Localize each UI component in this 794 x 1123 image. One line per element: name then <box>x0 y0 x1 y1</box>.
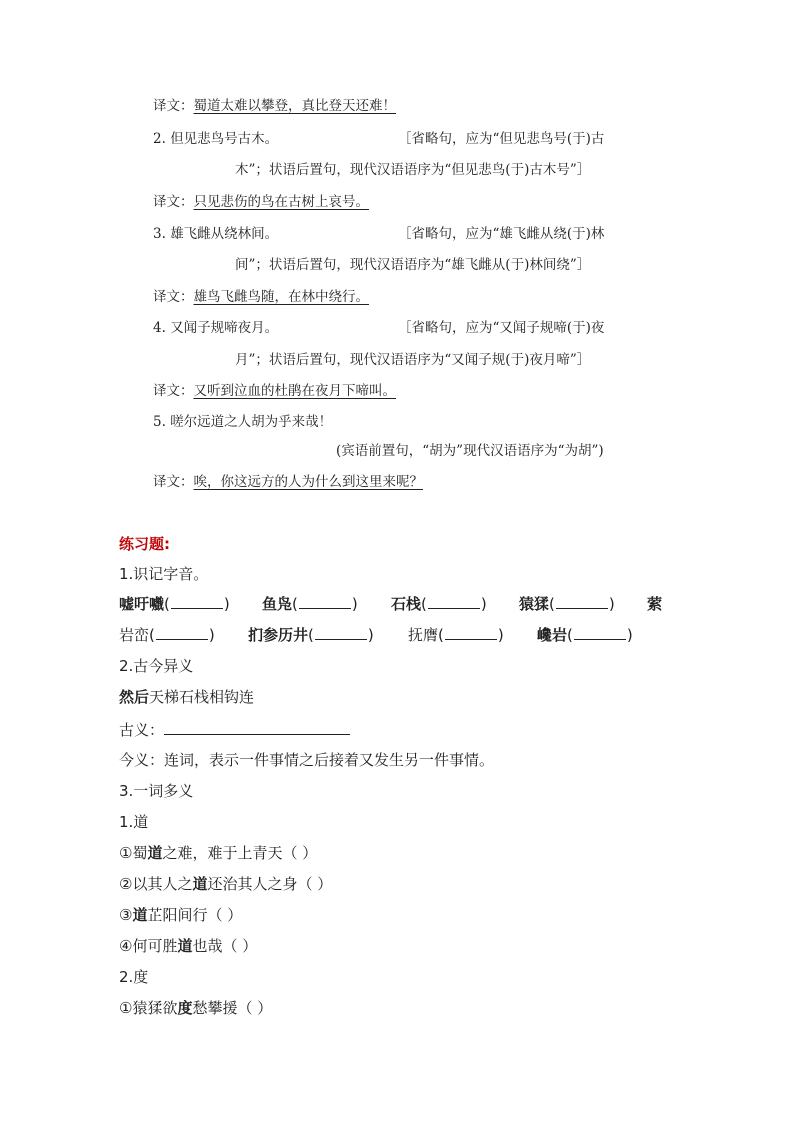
item-3-note-line1: ［省略句，应为“雄飞雌从绕(于)林 <box>398 226 605 242</box>
answer-blank[interactable] <box>315 625 367 640</box>
item-4-number: 4. <box>153 320 166 336</box>
answer-blank[interactable] <box>299 594 351 609</box>
word-2-title: 2.度 <box>119 968 149 986</box>
vocab-item <box>119 625 215 645</box>
paren: ) <box>208 626 215 644</box>
item-text: ④何可胜 <box>119 937 178 955</box>
ancient-meaning-label: 古义： <box>119 721 165 739</box>
item-text: ②以其人之 <box>119 875 193 893</box>
translation-row-5 <box>153 472 423 492</box>
keyword: 度 <box>177 999 193 1017</box>
translation-row-1 <box>153 96 396 116</box>
vocab-word: 鱼凫 <box>262 595 293 613</box>
vocab-word: 萦 <box>647 595 663 613</box>
translation-text-2: 只见悲伤的鸟在古树上哀号。 <box>193 194 369 210</box>
answer-blank[interactable] <box>171 594 223 609</box>
answer-blank[interactable] <box>556 594 608 609</box>
word-2-item <box>119 998 272 1018</box>
vocab-word: 石栈 <box>391 595 422 613</box>
item-5-sentence <box>153 412 332 432</box>
keyword: 道 <box>132 906 148 924</box>
keyword: 然后 <box>119 688 150 706</box>
answer-blank[interactable] <box>156 625 208 640</box>
ancient-meaning-row <box>119 719 350 740</box>
vocab-item <box>519 594 615 614</box>
paren: ( <box>567 626 573 644</box>
answer-blank[interactable] <box>574 625 626 640</box>
vocab-item <box>119 594 230 614</box>
translation-text-5: 唉，你这远方的人为什么到这里来呢？ <box>193 474 423 490</box>
item-text: 也哉（ ） <box>192 937 258 955</box>
item-2-note-line1: ［省略句，应为“但见悲鸟号(于)古 <box>398 131 605 147</box>
item-text: 之难，难于上青天（ ） <box>162 844 318 862</box>
paren: ( <box>292 595 298 613</box>
section-1-title: 1.识记字音。 <box>119 565 209 583</box>
item-2-sentence <box>153 129 278 149</box>
translation-row-4 <box>153 381 396 401</box>
translation-label: 译文： <box>153 194 194 210</box>
vocab-word: 抚膺 <box>408 626 439 644</box>
paren: ) <box>367 626 374 644</box>
item-4-note-line2: 月”；状语后置句，现代汉语语序为“又闻子规(于)夜月啼”］ <box>235 352 591 368</box>
section-2-sentence <box>119 687 254 707</box>
keyword: 道 <box>177 937 193 955</box>
translation-row-2 <box>153 192 369 212</box>
paren: ( <box>549 595 555 613</box>
item-text: ③ <box>119 906 133 924</box>
paren: ) <box>626 626 633 644</box>
item-4-text: 又闻子规啼夜月。 <box>170 320 279 336</box>
vocab-word: 巉岩 <box>537 626 568 644</box>
item-text: ①蜀 <box>119 844 148 862</box>
item-text: 芷阳间行（ ） <box>147 906 243 924</box>
item-3-note-line2: 间”；状语后置句，现代汉语语序为“雄飞雌从(于)林间绕”］ <box>235 257 591 273</box>
keyword: 道 <box>147 844 163 862</box>
item-text: 还治其人之身（ ） <box>207 875 333 893</box>
item-4-note-line1: ［省略句，应为“又闻子规啼(于)夜 <box>398 320 605 336</box>
translation-text-4: 又听到泣血的杜鹃在夜月下啼叫。 <box>193 383 396 399</box>
item-5-text: 嗟尔远道之人胡为乎来哉！ <box>170 414 333 430</box>
answer-blank[interactable] <box>445 625 497 640</box>
paren: ( <box>164 595 170 613</box>
paren: ( <box>149 626 155 644</box>
item-text: 愁攀援（ ） <box>192 999 273 1017</box>
paren: ) <box>223 595 230 613</box>
word-1-item <box>119 843 317 863</box>
paren: ) <box>608 595 615 613</box>
vocab-word: 岩峦 <box>119 626 150 644</box>
item-2-note-line2: 木”；状语后置句，现代汉语语序为“但见悲鸟(于)古木号”］ <box>235 162 591 178</box>
item-5-number: 5. <box>153 414 166 430</box>
vocab-item <box>248 625 374 645</box>
keyword: 道 <box>192 875 208 893</box>
translation-label: 译文： <box>153 474 194 490</box>
word-1-title: 1.道 <box>119 813 149 831</box>
item-text: ①猿猱欲 <box>119 999 178 1017</box>
item-3-sentence <box>153 224 278 244</box>
item-2-number: 2. <box>153 131 166 147</box>
exercise-title: 练习题: <box>119 535 170 553</box>
word-1-item <box>119 874 332 894</box>
vocab-item <box>391 594 487 614</box>
paren: ) <box>480 595 487 613</box>
item-3-text: 雄飞雌从绕林间。 <box>170 226 279 242</box>
vocab-item <box>262 594 358 614</box>
paren: ) <box>351 595 358 613</box>
paren: ) <box>497 626 504 644</box>
vocab-word: 猿猱 <box>519 595 550 613</box>
vocab-item <box>408 625 504 645</box>
ancient-meaning-blank[interactable] <box>164 719 350 735</box>
translation-label: 译文： <box>153 383 194 399</box>
word-1-item <box>119 905 242 925</box>
vocab-word: 嘘吁嚱 <box>119 595 165 613</box>
translation-text-3: 雄鸟飞雌鸟随，在林中绕行。 <box>193 289 369 305</box>
paren: ( <box>421 595 427 613</box>
item-2-text: 但见悲鸟号古木。 <box>170 131 279 147</box>
item-3-number: 3. <box>153 226 166 242</box>
vocab-item <box>537 625 633 645</box>
translation-text-1: 蜀道太难以攀登，真比登天还难！ <box>193 98 396 114</box>
paren: ( <box>308 626 314 644</box>
word-1-item <box>119 936 257 956</box>
translation-row-3 <box>153 287 369 307</box>
vocab-word: 扪参历井 <box>248 626 309 644</box>
section-3-title: 3.一词多义 <box>119 782 194 800</box>
modern-meaning: 今义：连词，表示一件事情之后接着又发生另一件事情。 <box>119 751 495 769</box>
item-4-sentence <box>153 318 278 338</box>
answer-blank[interactable] <box>428 594 480 609</box>
sentence-text: 天梯石栈相钩连 <box>149 688 255 706</box>
translation-label: 译文： <box>153 289 194 305</box>
translation-label: 译文： <box>153 98 194 114</box>
paren: ( <box>438 626 444 644</box>
section-2-title: 2.古今异义 <box>119 657 194 675</box>
item-5-note: (宾语前置句，“胡为”现代汉语语序为“为胡”) <box>336 443 604 459</box>
